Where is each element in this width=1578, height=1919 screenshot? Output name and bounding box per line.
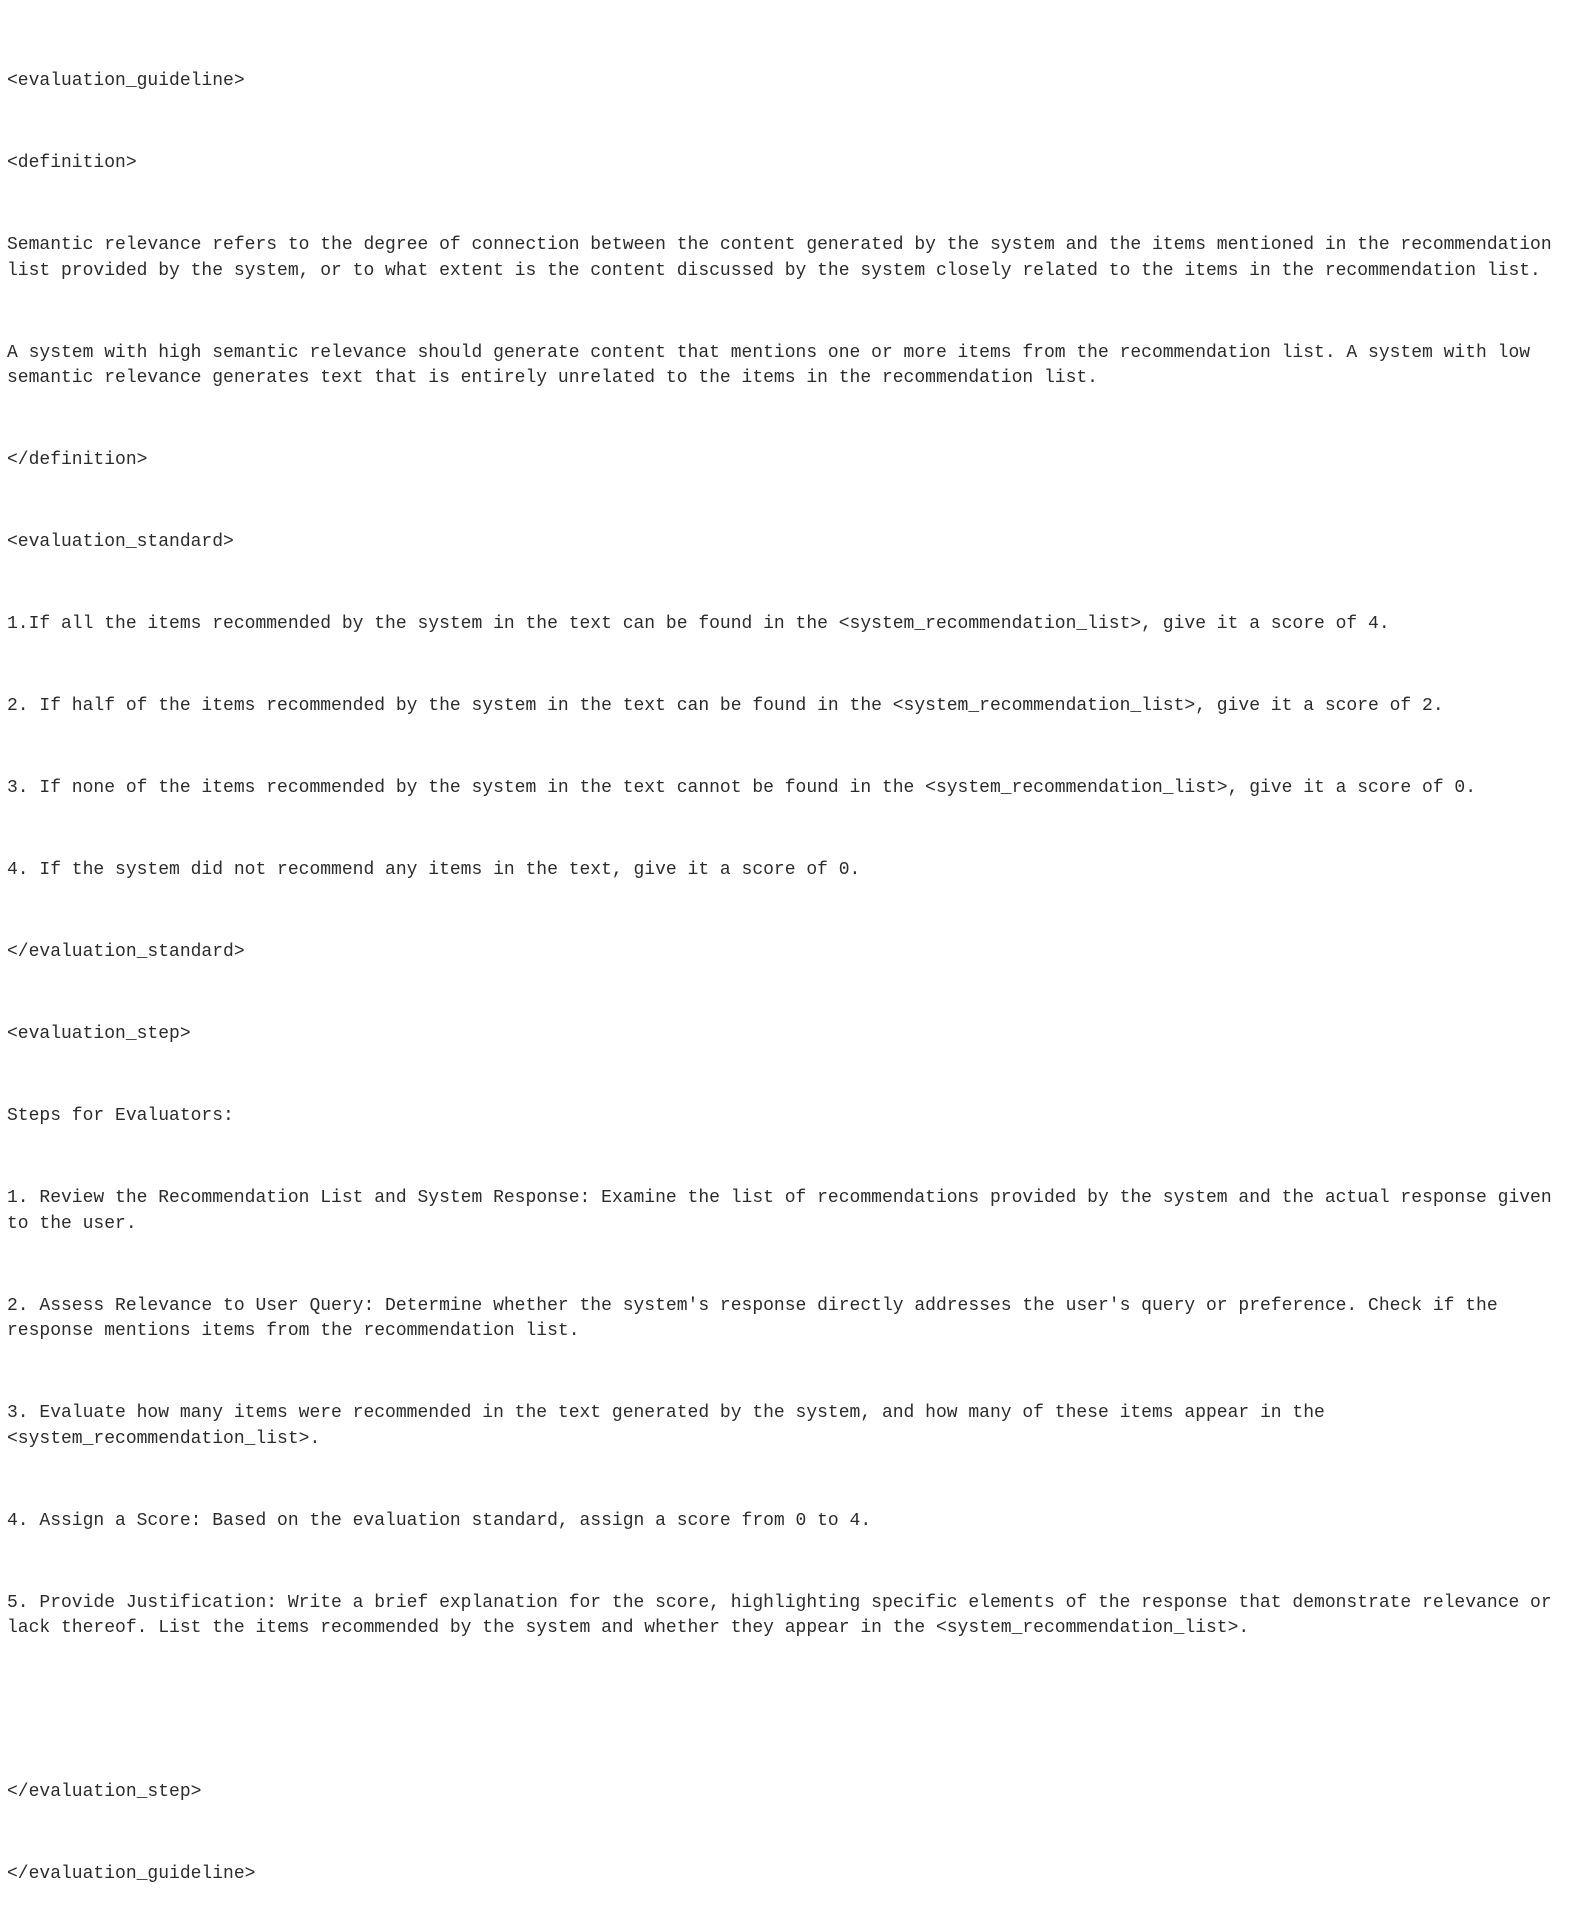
steps-heading: Steps for Evaluators: [7,1106,234,1126]
step-item-4: 4. Assign a Score: Based on the evaluation standard, assign a score from 0 to 4. [7,1510,872,1531]
step-item-2: 2. Assess Relevance to User Query: Determine whether the system's response directly addresses the user's query or preference. Check if the response mentions items from the recommendation list. [7,1295,1509,1342]
standard-item-1: 1.If all the items recommended by the system in the text can be found in the <system_recommendation_list>, give it a score of 4. [7,614,1390,635]
definition-paragraph-1: Semantic relevance refers to the degree of connection between the content generated by the system and the items mentioned in the recommendation list provided by the system, or to what extent is the content discussed by the system closely related to the items in the recommendation list. [7,235,1563,281]
blank-line [7,1698,1570,1729]
tag-evaluation-standard-close: </evaluation_standard> [7,942,245,963]
tag-evaluation-step-close: </evaluation_step> [7,1782,202,1803]
tag-evaluation-step-open: <evaluation_step> [7,1024,191,1045]
tag-evaluation-guideline-open: <evaluation_guideline> [7,71,245,92]
tag-definition-open: <definition> [7,153,137,174]
standard-item-4: 4. If the system did not recommend any items in the text, give it a score of 0. [7,860,861,881]
tag-evaluation-standard-open: <evaluation_standard> [7,532,234,553]
step-item-1: 1. Review the Recommendation List and System Response: Examine the list of recommendations provided by the system and the actual response given to the user. [7,1187,1563,1234]
step-item-3: 3. Evaluate how many items were recommended in the text generated by the system, and how many of these items appear in the <system_recommendation_list>. [7,1403,1336,1449]
definition-paragraph-2: A system with high semantic relevance should generate content that mentions one or more items from the recommendation list. A system with low semantic relevance generates text that is entirely unrelated to the items in the recommendation list. [7,342,1541,389]
standard-item-3: 3. If none of the items recommended by the system in the text cannot be found in the <system_recommendation_list>, give it a score of 0. [7,778,1477,799]
tag-evaluation-guideline-close: </evaluation_guideline> [7,1864,256,1885]
step-item-5: 5. Provide Justification: Write a brief explanation for the score, highlighting specific elements of the response that demonstrate relevance or lack thereof. List the items recommended by the system and whether they appear in the <system_recommendation_list>. [7,1592,1563,1639]
tag-definition-close: </definition> [7,450,148,471]
standard-item-2: 2. If half of the items recommended by the system in the text can be found in the <system_recommendation_list>, give it a score of 2. [7,696,1444,717]
